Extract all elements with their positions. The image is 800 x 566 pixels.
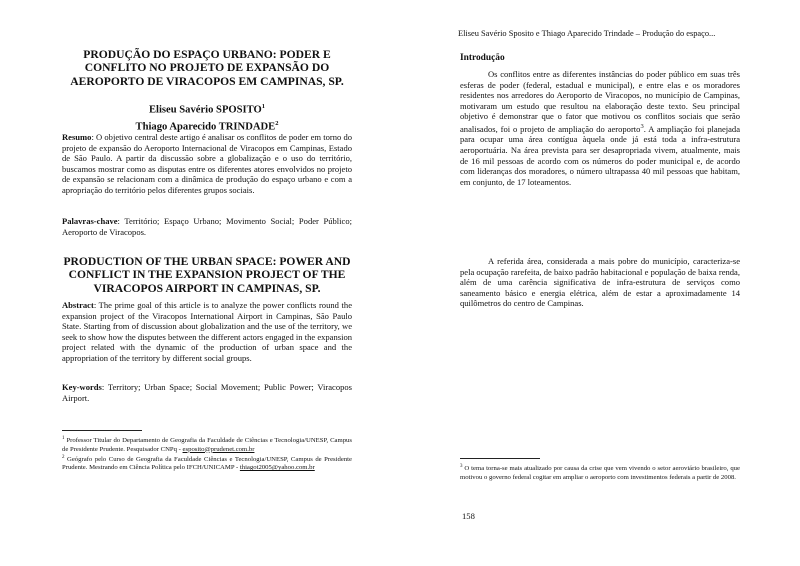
article-title-pt: PRODUÇÃO DO ESPAÇO URBANO: PODER E CONFLITO NO PROJETO DE EXPANSÃO DO AEROPORTO DE VIRACOPOS EM CAMPINAS, SP. (70, 48, 344, 88)
authors-block (62, 100, 352, 133)
right-page (400, 0, 800, 566)
abstract-label: Abstract (62, 300, 94, 310)
author-1: Eliseu Savério SPOSITO$^1$ (148, 103, 266, 116)
keywords-paragraph (62, 382, 352, 403)
footnote-3: $^3$ O tema torna-se mais atualizado por causa da crise que vem vivendo o setor aeroviário brasileiro, que motivou o governo federal cogitar em ampliar o aeroporto com investimentos federais a partir de 2008. (460, 464, 740, 481)
title-block-pt (62, 48, 352, 88)
palavras-text: : Território; Espaço Urbano; Movimento Social; Poder Público; Aeroporto de Viracopos. (62, 216, 352, 237)
abstract-text: : The prime goal of this article is to analyze the power conflicts round the expansion project of the Viracopos International Airport in Campinas, São Paulo State. Starting from of discussion about globalization and the use of the territory, we seek to show how the disputes between the different actors engaged in the expansion project related with the dynamic of the production of urban space and the appropriation of the territory by different social groups. (62, 300, 352, 363)
resumo-label: Resumo (62, 132, 92, 142)
palavras-block (62, 216, 352, 237)
footnotes-right (460, 463, 740, 482)
intro-paragraph-2-block (460, 256, 740, 309)
footnote-separator (62, 430, 142, 431)
intro-paragraph-1: Os conflitos entre as diferentes instâncias do poder público em suas três esferas de poder (federal, estadual e municipal), e entre elas e os moradores residentes nos arredores do Aeroporto de Viracopos, no município de Campinas, motivaram um estudo que resultou na elaboração deste texto. Seu principal objetivo é demonstrar que o fator que motivou os conflitos sociais que serão analisados, foi o projeto de ampliação do aeroporto$^3$. A ampliação foi planejada para ocupar uma área contígua àquela onde já está toda a infra-estrutura aeroportuária. Na área prevista para ser desapropriada vivem, atualmente, mais de 16 mil pessoas de acordo com os números do poder municipal e, de acordo com lideranças dos moradores, o número ultrapassa 40 mil pessoas que habitam, em conjunto, de 17 loteamentos. (460, 69, 740, 187)
keywords-label: Key-words (62, 382, 102, 392)
author-2: Thiago Aparecido TRINDADE$^2$ (135, 119, 279, 133)
title-block-en (62, 255, 352, 295)
article-title-en: PRODUCTION OF THE URBAN SPACE: POWER AND CONFLICT IN THE EXPANSION PROJECT OF THE VIRACOPOS AIRPORT IN CAMPINAS, SP. (63, 255, 351, 295)
intro-paragraph-1-block (460, 69, 740, 187)
abstract-block (62, 300, 352, 364)
running-header: Eliseu Savério Sposito e Thiago Aparecido Trindade – Produção do espaço... (458, 29, 716, 38)
introducao-section (460, 53, 740, 64)
resumo-text: : O objetivo central deste artigo é analisar os conflitos de poder em torno do projeto de expansão do Aeroporto Internacional de Viracopos em Campinas, Estado de São Paulo. A partir da discussão sobre a globalização e o uso do território, buscamos mostrar como as disputas entre os diferentes atores envolvidos no projeto de expansão se relacionam com a dinâmica de produção do espaço urbano e com a apropriação do território pelos diferentes grupos sociais. (62, 132, 352, 195)
footnote-1: $^1$ Professor Titular do Departamento de Geografia da Faculdade de Ciências e Tecnologia/UNESP, Campus de Presidente Prudente. Pesquisador CNPq - esposito@prudenet.com.br (62, 436, 352, 453)
page-number: 158 (462, 511, 475, 521)
intro-paragraph-2: A referida área, considerada a mais pobre do município, caracteriza-se pela ocupação rarefeita, de baixo padrão habitacional e população de baixa renda, além de uma carência significativa de infra-estrutura de serviços como saneamento básico e energia elétrica, além de estar a aproximadamente 14 quilômetros do centro de Campinas. (460, 256, 740, 309)
keywords-text: : Territory; Urban Space; Social Movement; Public Power; Viracopos Airport. (62, 382, 352, 403)
resumo-block (62, 132, 352, 196)
abstract-paragraph (62, 300, 352, 364)
footnotes-left (62, 435, 352, 473)
section-heading: Introdução (460, 53, 505, 63)
resumo-paragraph (62, 132, 352, 196)
keywords-block (62, 382, 352, 403)
palavras-label: Palavras-chave (62, 216, 118, 226)
email-link-1[interactable]: esposito@prudenet.com.br (182, 445, 255, 453)
footnote-separator-right (460, 458, 540, 459)
palavras-paragraph (62, 216, 352, 237)
footnote-2: $^2$ Geógrafo pelo Curso de Geografia da Faculdade Ciências e Tecnologia/UNESP, Campus de Presidente Prudente. Mestrando em Ciência Política pelo IFCH/UNICAMP - thiagot2005@yahoo.com.br (62, 454, 352, 472)
email-link-2[interactable]: thiagot2005@yahoo.com.br (239, 464, 315, 472)
